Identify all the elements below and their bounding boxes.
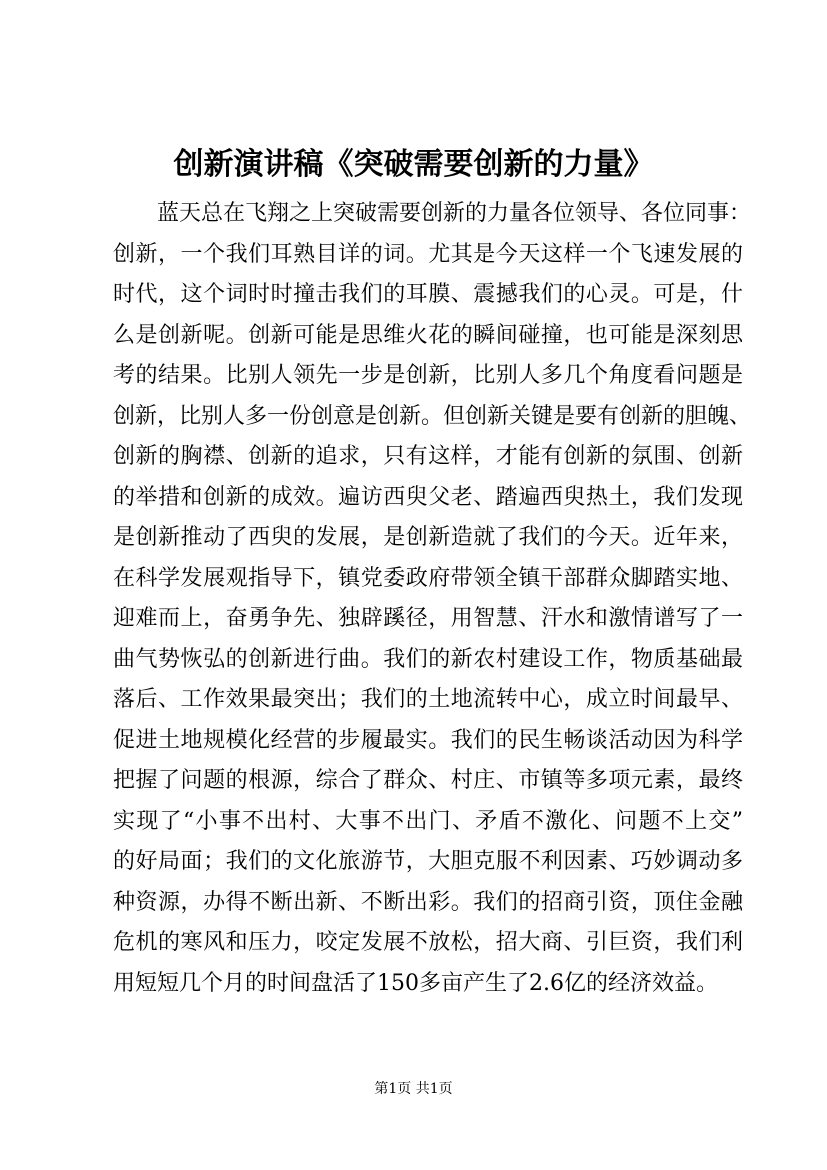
page-number-footer: 第1页 共1页 [374,1081,453,1097]
body-line: 考的结果。比别人领先一步是创新，比别人多几个角度看问题是 [113,363,743,388]
body-line: 在科学发展观指导下，镇党委政府带领全镇干部群众脚踏实地、 [113,565,743,591]
body-line: 的好局面；我们的文化旅游节，大胆克服不利因素、巧妙调动多 [113,849,743,874]
body-line: 创新的胸襟、创新的追求，只有这样，才能有创新的氛围、创新 [113,444,743,469]
body-line: 创新，一个我们耳熟目详的词。尤其是今天这样一个飞速发展的 [113,241,743,267]
body-line: 用短短几个月的时间盘活了150多亩产生了2.6亿的经济效益。 [113,970,718,996]
body-line: 时代，这个词时时撞击我们的耳膜、震撼我们的心灵。可是，什 [113,282,743,307]
body-line: 把握了问题的根源，综合了群众、村庄、市镇等多项元素，最终 [113,768,743,793]
body-line: 创新，比别人多一份创意是创新。但创新关键是要有创新的胆魄、 [113,403,752,429]
body-line: 危机的寒风和压力，咬定发展不放松，招大商、引巨资，我们利 [113,930,743,955]
body-line: 的举措和创新的成效。遍访西臾父老、踏遍西臾热土，我们发现 [113,484,743,510]
body-line: 落后、工作效果最突出；我们的土地流转中心，成立时间最早、 [113,687,743,712]
body-line: 迎难而上，奋勇争先、独辟蹊径，用智慧、汗水和激情谱写了一 [113,606,743,631]
body-line: 蓝天总在飞翔之上突破需要创新的力量各位领导、各位同事： [157,201,752,226]
body-line: 是创新推动了西臾的发展，是创新造就了我们的今天。近年来， [113,525,743,550]
document-title: 创新演讲稿《突破需要创新的力量》 [173,147,654,182]
body-line: 实现了“小事不出村、大事不出门、矛盾不激化、问题不上交” [113,808,743,834]
body-line: 种资源，办得不断出新、不断出彩。我们的招商引资，顶住金融 [113,889,743,915]
body-line: 么是创新呢。创新可能是思维火花的瞬间碰撞，也可能是深刻思 [113,322,743,348]
body-line: 曲气势恢弘的创新进行曲。我们的新农村建设工作，物质基础最 [113,646,743,672]
body-line: 促进土地规模化经营的步履最实。我们的民生畅谈活动因为科学 [113,727,743,753]
document-body [113,194,752,1004]
